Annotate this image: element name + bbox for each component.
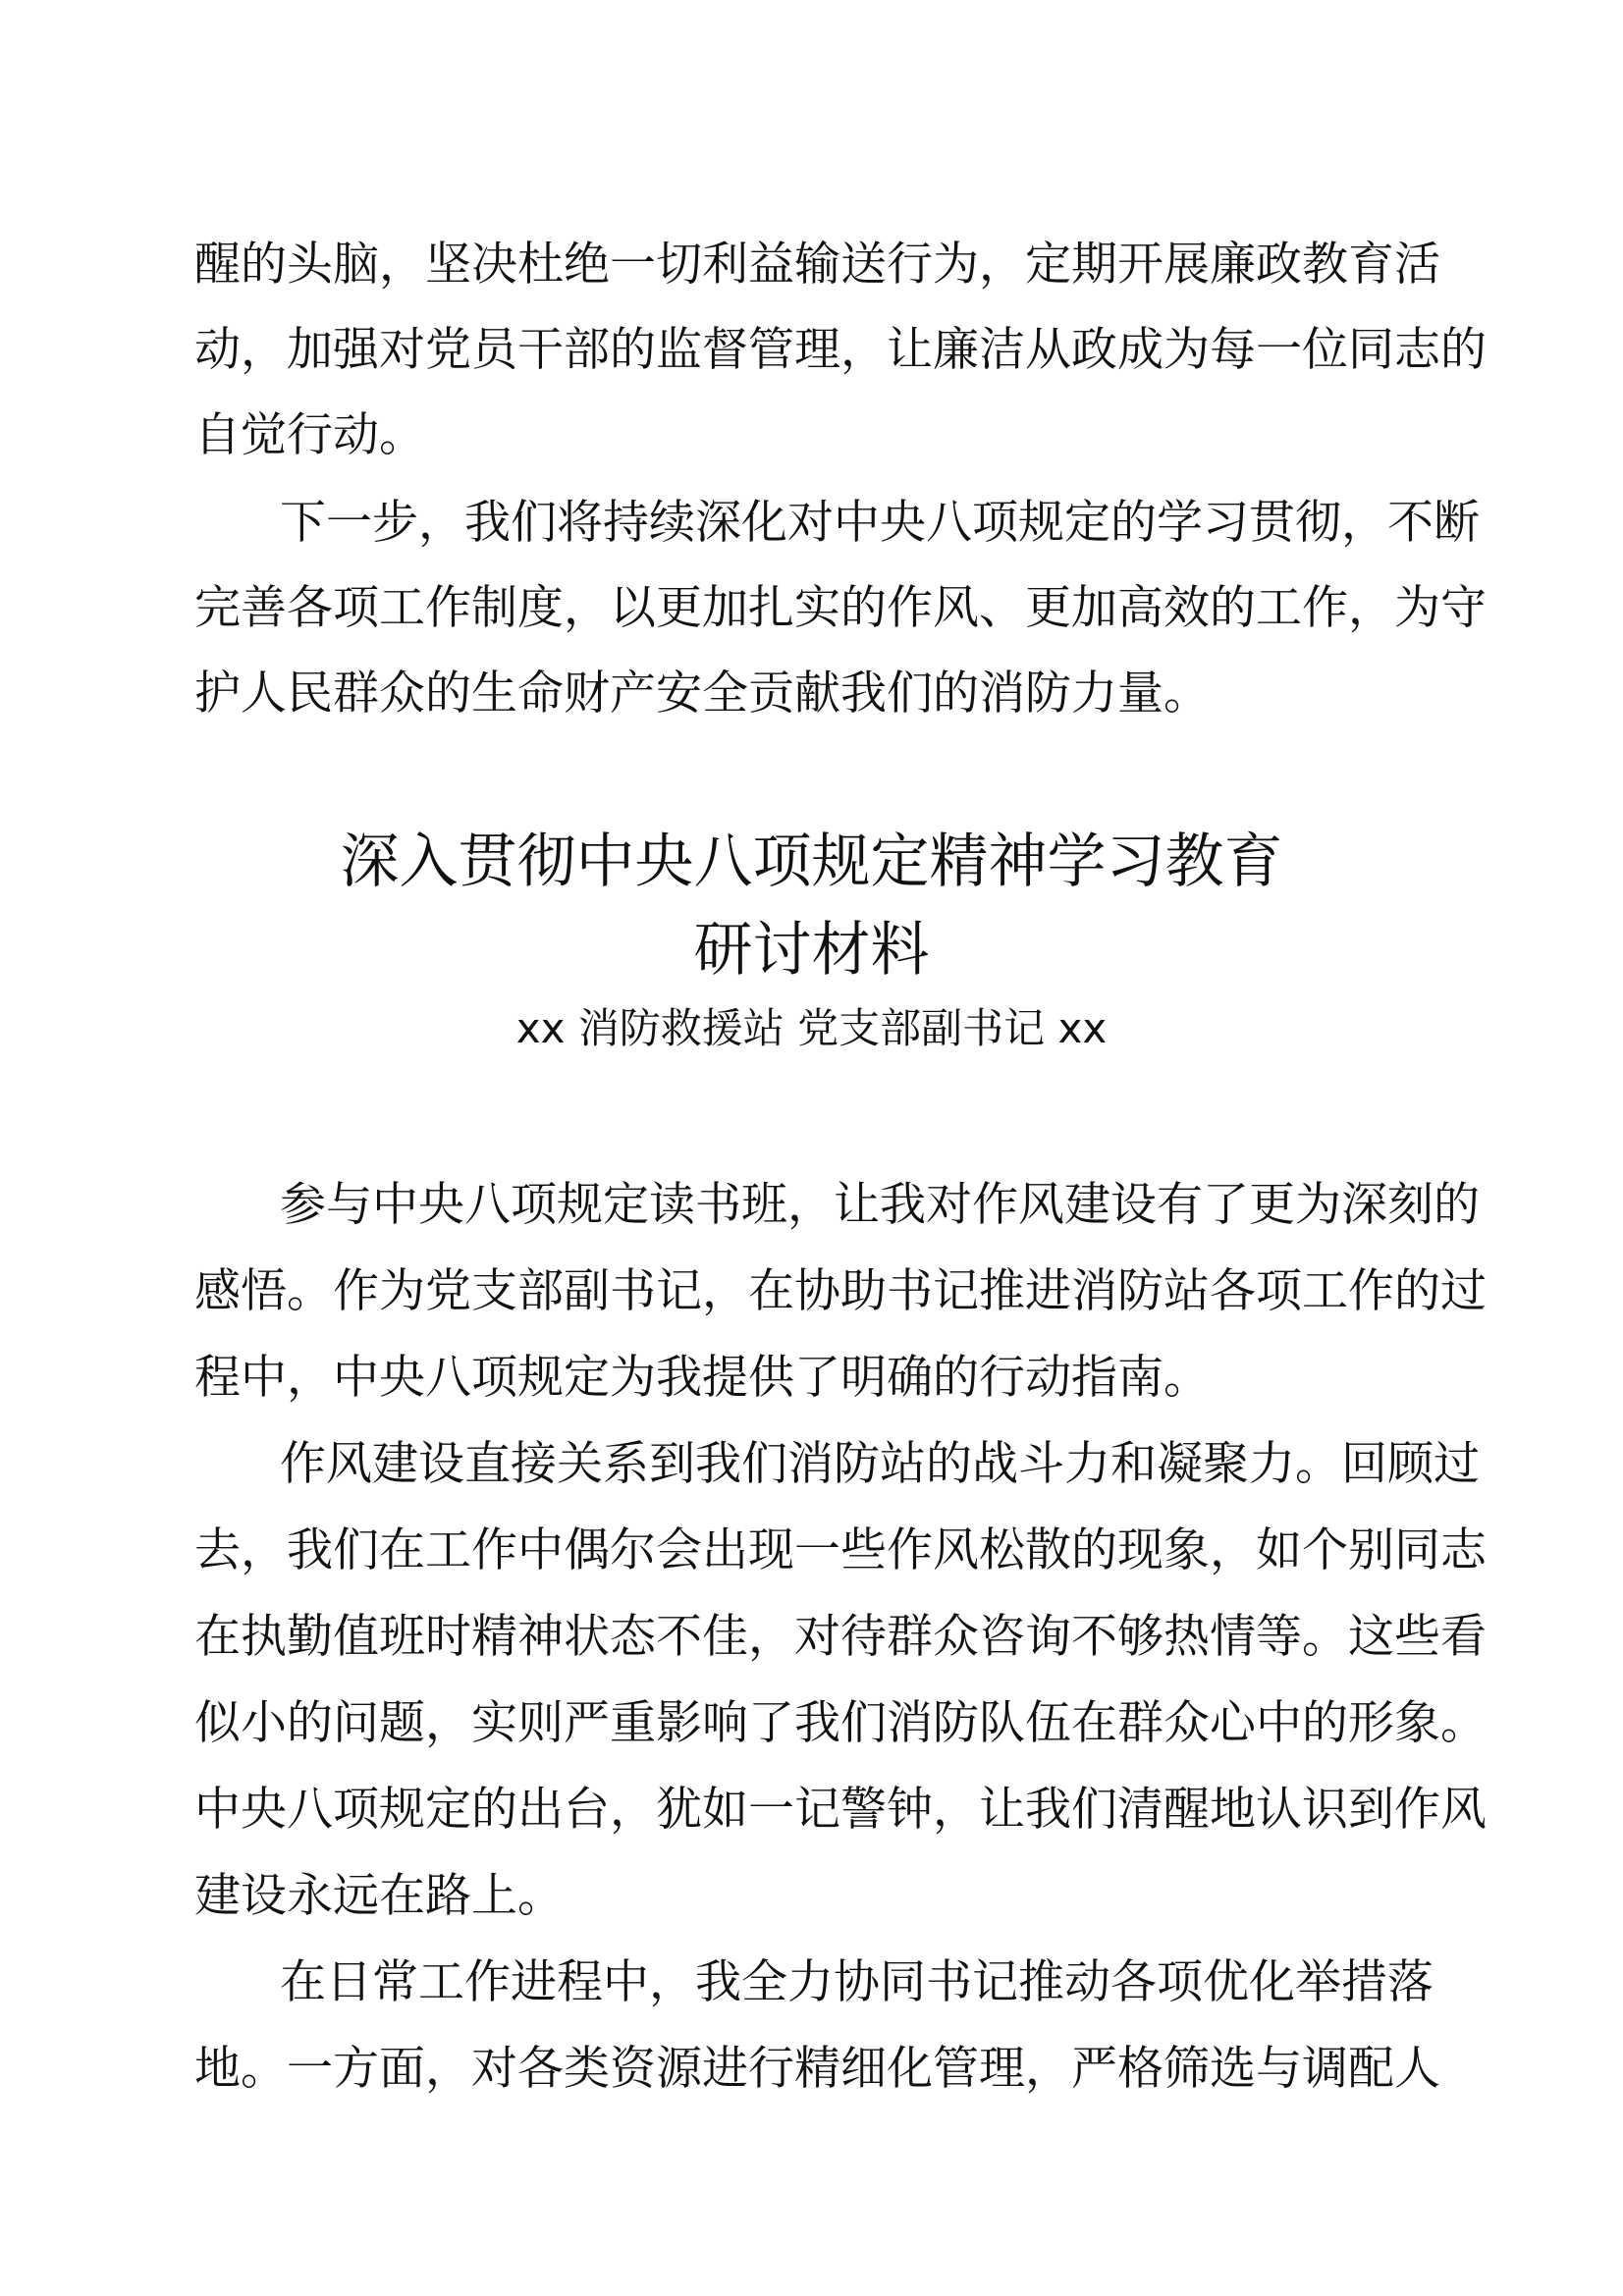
body-line: 在执勤值班时精神状态不佳，对待群众咨询不够热情等。这些看 xyxy=(194,1610,1487,1664)
paragraph-first-line: 参与中央八项规定读书班，让我对作风建设有了更为深刻的 xyxy=(280,1178,1480,1232)
paragraph-first-line: 作风建设直接关系到我们消防站的战斗力和凝聚力。回顾过 xyxy=(280,1437,1480,1491)
article-subtitle: 研讨材料 xyxy=(693,916,930,985)
body-line: 醒的头脑，坚决杜绝一切利益输送行为，定期开展廉政教育活 xyxy=(194,238,1440,292)
body-line: 地。一方面，对各类资源进行精细化管理，严格筛选与调配人 xyxy=(194,2042,1440,2096)
author-byline: xx 消防救援站 党支部副书记 xx xyxy=(515,1004,1108,1052)
body-line: 自觉行动。 xyxy=(194,408,425,462)
body-line: 去，我们在工作中偶尔会出现一些作风松散的现象，如个别同志 xyxy=(194,1523,1487,1577)
body-line: 动，加强对党员干部的监督管理，让廉洁从政成为每一位同志的 xyxy=(194,323,1487,377)
body-line: 完善各项工作制度，以更加扎实的作风、更加高效的工作，为守 xyxy=(194,581,1487,635)
body-line: 建设永远在路上。 xyxy=(194,1869,564,1923)
article-title: 深入贯彻中央八项规定精神学习教育 xyxy=(340,828,1283,896)
paragraph-first-line: 下一步，我们将持续深化对中央八项规定的学习贯彻，不断 xyxy=(280,496,1480,550)
body-line: 程中，中央八项规定为我提供了明确的行动指南。 xyxy=(194,1351,1210,1405)
paragraph-first-line: 在日常工作进程中，我全力协同书记推动各项优化举措落 xyxy=(280,1955,1434,2009)
body-line: 感悟。作为党支部副书记，在协助书记推进消防站各项工作的过 xyxy=(194,1264,1487,1318)
body-line: 似小的问题，实则严重影响了我们消防队伍在群众心中的形象。 xyxy=(194,1696,1487,1750)
body-line: 中央八项规定的出台，犹如一记警钟，让我们清醒地认识到作风 xyxy=(194,1783,1487,1837)
body-line: 护人民群众的生命财产安全贡献我们的消防力量。 xyxy=(194,667,1210,721)
